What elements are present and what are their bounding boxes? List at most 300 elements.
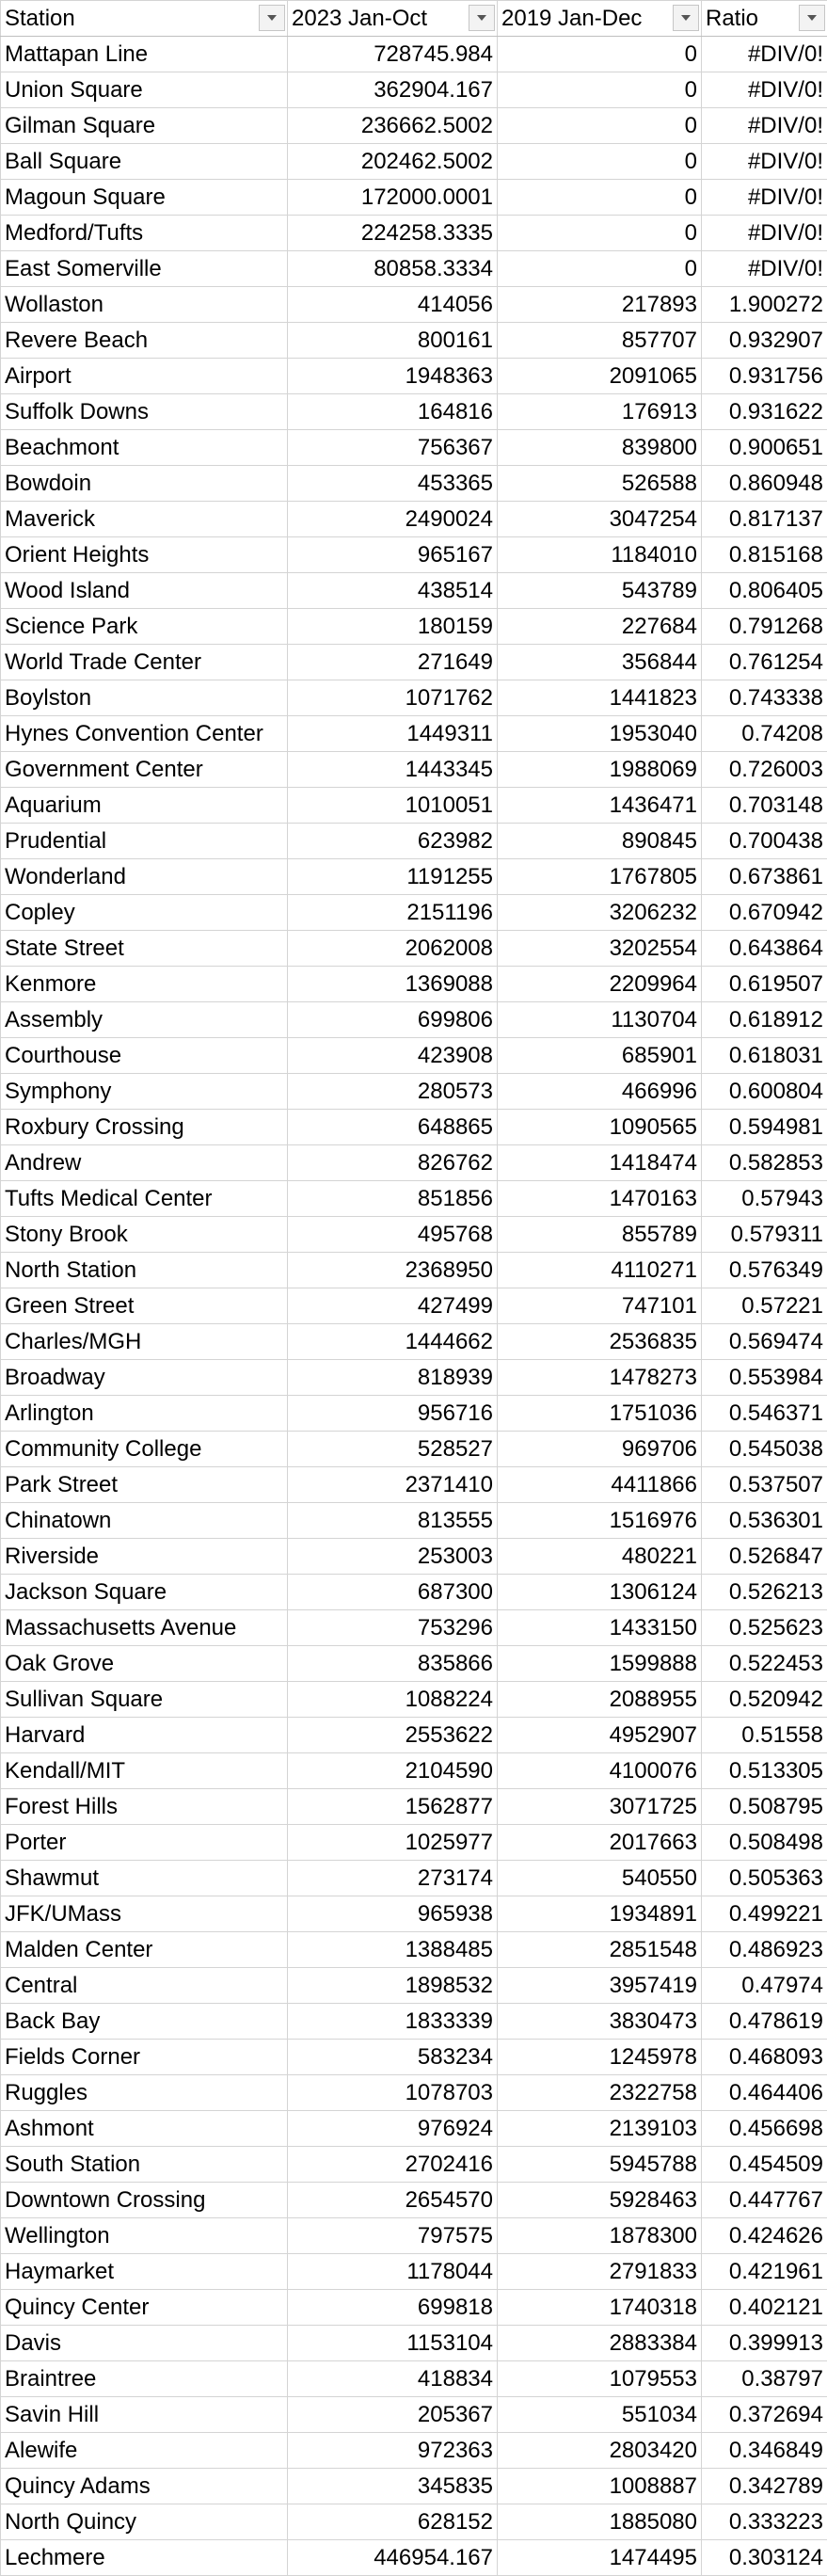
ratio-cell[interactable]: #DIV/0! — [702, 37, 827, 72]
ratio-cell[interactable]: 0.478619 — [702, 2004, 827, 2040]
station-cell[interactable]: Wonderland — [1, 859, 288, 895]
ridership-2019-cell[interactable]: 1470163 — [498, 1181, 702, 1217]
station-cell[interactable]: Fields Corner — [1, 2040, 288, 2075]
station-cell[interactable]: Symphony — [1, 1074, 288, 1110]
ridership-2023-cell[interactable]: 1833339 — [288, 2004, 498, 2040]
station-cell[interactable]: South Station — [1, 2147, 288, 2183]
station-cell[interactable]: Charles/MGH — [1, 1324, 288, 1360]
ridership-2019-cell[interactable]: 1516976 — [498, 1503, 702, 1539]
station-cell[interactable]: Ball Square — [1, 144, 288, 180]
station-filter-dropdown-icon[interactable] — [259, 5, 285, 31]
2023-filter-dropdown-icon[interactable] — [469, 5, 495, 31]
table-row — [1, 2361, 827, 2397]
ratio-cell[interactable]: 0.700438 — [702, 824, 827, 859]
ratio-cell[interactable]: 0.817137 — [702, 502, 827, 537]
ratio-cell[interactable]: 0.619507 — [702, 967, 827, 1002]
ridership-2019-cell[interactable]: 839800 — [498, 430, 702, 466]
ratio-cell[interactable]: 0.303124 — [702, 2540, 827, 2576]
ridership-2019-cell[interactable]: 1767805 — [498, 859, 702, 895]
station-cell[interactable]: Quincy Center — [1, 2290, 288, 2326]
ratio-cell[interactable]: 0.57943 — [702, 1181, 827, 1217]
ratio-cell[interactable]: 0.522453 — [702, 1646, 827, 1682]
ridership-2023-cell[interactable]: 826762 — [288, 1145, 498, 1181]
ratio-cell[interactable]: #DIV/0! — [702, 216, 827, 251]
ratio-cell[interactable]: 0.38797 — [702, 2361, 827, 2397]
ridership-2023-cell[interactable]: 972363 — [288, 2433, 498, 2469]
ridership-2019-cell[interactable]: 1478273 — [498, 1360, 702, 1396]
ridership-2023-cell[interactable]: 80858.3334 — [288, 251, 498, 287]
station-cell[interactable]: Stony Brook — [1, 1217, 288, 1253]
station-cell[interactable]: Assembly — [1, 1002, 288, 1038]
ridership-2019-cell[interactable]: 1079553 — [498, 2361, 702, 2397]
station-cell[interactable]: Wollaston — [1, 287, 288, 323]
station-cell[interactable]: Mattapan Line — [1, 37, 288, 72]
ridership-2019-cell[interactable]: 1306124 — [498, 1575, 702, 1610]
ridership-2023-cell[interactable]: 2371410 — [288, 1467, 498, 1503]
ridership-2023-cell[interactable]: 2553622 — [288, 1718, 498, 1753]
station-cell[interactable]: Kendall/MIT — [1, 1753, 288, 1789]
ridership-2019-cell[interactable]: 0 — [498, 72, 702, 108]
ratio-cell[interactable]: #DIV/0! — [702, 180, 827, 216]
station-cell[interactable]: Government Center — [1, 752, 288, 788]
ridership-2019-cell[interactable]: 227684 — [498, 609, 702, 645]
ridership-2019-cell[interactable]: 540550 — [498, 1861, 702, 1896]
ratio-cell[interactable]: 0.342789 — [702, 2469, 827, 2504]
station-cell[interactable]: North Station — [1, 1253, 288, 1288]
station-cell[interactable]: Oak Grove — [1, 1646, 288, 1682]
ridership-2019-cell[interactable]: 0 — [498, 144, 702, 180]
ratio-cell[interactable]: 0.47974 — [702, 1968, 827, 2004]
ridership-2023-cell[interactable]: 818939 — [288, 1360, 498, 1396]
ridership-2023-cell[interactable]: 813555 — [288, 1503, 498, 1539]
ridership-2023-cell[interactable]: 271649 — [288, 645, 498, 680]
ridership-2019-cell[interactable]: 2883384 — [498, 2326, 702, 2361]
ridership-2023-cell[interactable]: 976924 — [288, 2111, 498, 2147]
station-cell[interactable]: Medford/Tufts — [1, 216, 288, 251]
ratio-cell[interactable]: 0.74208 — [702, 716, 827, 752]
station-cell[interactable]: Central — [1, 1968, 288, 2004]
station-cell[interactable]: Revere Beach — [1, 323, 288, 359]
ridership-2019-cell[interactable]: 2536835 — [498, 1324, 702, 1360]
ridership-2023-cell[interactable]: 172000.0001 — [288, 180, 498, 216]
station-cell[interactable]: World Trade Center — [1, 645, 288, 680]
ridership-2019-cell[interactable]: 969706 — [498, 1432, 702, 1467]
ratio-cell[interactable]: 0.526213 — [702, 1575, 827, 1610]
ridership-2019-cell[interactable]: 3071725 — [498, 1789, 702, 1825]
ratio-cell[interactable]: 0.931622 — [702, 394, 827, 430]
station-cell[interactable]: Magoun Square — [1, 180, 288, 216]
ratio-cell[interactable]: 0.743338 — [702, 680, 827, 716]
ridership-2023-cell[interactable]: 1443345 — [288, 752, 498, 788]
station-cell[interactable]: Lechmere — [1, 2540, 288, 2576]
ridership-2019-cell[interactable]: 1885080 — [498, 2504, 702, 2540]
ridership-2019-cell[interactable]: 543789 — [498, 573, 702, 609]
ratio-cell[interactable]: 0.545038 — [702, 1432, 827, 1467]
ratio-cell[interactable]: 0.346849 — [702, 2433, 827, 2469]
ratio-cell[interactable]: 0.815168 — [702, 537, 827, 573]
station-cell[interactable]: Bowdoin — [1, 466, 288, 502]
ridership-2019-cell[interactable]: 526588 — [498, 466, 702, 502]
ridership-2023-cell[interactable]: 446954.167 — [288, 2540, 498, 2576]
ridership-2023-cell[interactable]: 2702416 — [288, 2147, 498, 2183]
station-cell[interactable]: Back Bay — [1, 2004, 288, 2040]
station-cell[interactable]: Savin Hill — [1, 2397, 288, 2433]
header-2019-jan-dec[interactable] — [498, 1, 702, 37]
station-cell[interactable]: Airport — [1, 359, 288, 394]
ridership-2019-cell[interactable]: 2851548 — [498, 1932, 702, 1968]
ratio-cell[interactable]: 0.761254 — [702, 645, 827, 680]
ridership-2019-cell[interactable]: 747101 — [498, 1288, 702, 1324]
ratio-cell[interactable]: #DIV/0! — [702, 108, 827, 144]
station-cell[interactable]: JFK/UMass — [1, 1896, 288, 1932]
header-station[interactable] — [1, 1, 288, 37]
ridership-2023-cell[interactable]: 362904.167 — [288, 72, 498, 108]
station-cell[interactable]: Kenmore — [1, 967, 288, 1002]
table-row — [1, 716, 827, 752]
ridership-2019-cell[interactable]: 685901 — [498, 1038, 702, 1074]
ridership-2023-cell[interactable]: 583234 — [288, 2040, 498, 2075]
ridership-2019-cell[interactable]: 217893 — [498, 287, 702, 323]
ridership-2019-cell[interactable]: 2791833 — [498, 2254, 702, 2290]
ridership-2019-cell[interactable]: 855789 — [498, 1217, 702, 1253]
ratio-cell[interactable]: 0.860948 — [702, 466, 827, 502]
station-cell[interactable]: Beachmont — [1, 430, 288, 466]
ridership-2023-cell[interactable]: 756367 — [288, 430, 498, 466]
table-row — [1, 609, 827, 645]
ridership-2019-cell[interactable]: 176913 — [498, 394, 702, 430]
ratio-cell[interactable]: 0.424626 — [702, 2218, 827, 2254]
ridership-2019-cell[interactable]: 4100076 — [498, 1753, 702, 1789]
ridership-2023-cell[interactable]: 965167 — [288, 537, 498, 573]
ratio-cell[interactable]: 0.486923 — [702, 1932, 827, 1968]
ridership-2023-cell[interactable]: 623982 — [288, 824, 498, 859]
ridership-2019-cell[interactable]: 4110271 — [498, 1253, 702, 1288]
ridership-2019-cell[interactable]: 3957419 — [498, 1968, 702, 2004]
station-cell[interactable]: Maverick — [1, 502, 288, 537]
ridership-2019-cell[interactable]: 0 — [498, 180, 702, 216]
ridership-2023-cell[interactable]: 253003 — [288, 1539, 498, 1575]
ridership-2019-cell[interactable]: 1433150 — [498, 1610, 702, 1646]
ridership-2019-cell[interactable]: 2091065 — [498, 359, 702, 394]
ridership-2019-cell[interactable]: 356844 — [498, 645, 702, 680]
ridership-2023-cell[interactable]: 1444662 — [288, 1324, 498, 1360]
ratio-cell[interactable]: #DIV/0! — [702, 144, 827, 180]
ridership-2023-cell[interactable]: 687300 — [288, 1575, 498, 1610]
ratio-cell[interactable]: #DIV/0! — [702, 251, 827, 287]
ridership-2019-cell[interactable]: 5928463 — [498, 2183, 702, 2218]
station-cell[interactable]: Tufts Medical Center — [1, 1181, 288, 1217]
station-cell[interactable]: Porter — [1, 1825, 288, 1861]
ridership-2019-cell[interactable]: 2803420 — [498, 2433, 702, 2469]
station-cell[interactable]: East Somerville — [1, 251, 288, 287]
ridership-2023-cell[interactable]: 273174 — [288, 1861, 498, 1896]
station-cell[interactable]: Aquarium — [1, 788, 288, 824]
ridership-2019-cell[interactable]: 1418474 — [498, 1145, 702, 1181]
table-row — [1, 1861, 827, 1896]
station-cell[interactable]: Andrew — [1, 1145, 288, 1181]
ratio-cell[interactable]: 1.900272 — [702, 287, 827, 323]
station-cell[interactable]: Copley — [1, 895, 288, 931]
ratio-cell[interactable]: 0.569474 — [702, 1324, 827, 1360]
ridership-2019-cell[interactable]: 2209964 — [498, 967, 702, 1002]
ratio-cell[interactable]: 0.594981 — [702, 1110, 827, 1145]
ridership-2023-cell[interactable]: 1153104 — [288, 2326, 498, 2361]
ridership-2023-cell[interactable]: 2368950 — [288, 1253, 498, 1288]
station-cell[interactable]: State Street — [1, 931, 288, 967]
ratio-cell[interactable]: 0.456698 — [702, 2111, 827, 2147]
station-cell[interactable]: Broadway — [1, 1360, 288, 1396]
station-cell[interactable]: Haymarket — [1, 2254, 288, 2290]
ridership-2023-cell[interactable]: 427499 — [288, 1288, 498, 1324]
ridership-2019-cell[interactable]: 1751036 — [498, 1396, 702, 1432]
ratio-cell[interactable]: 0.643864 — [702, 931, 827, 967]
station-cell[interactable]: Boylston — [1, 680, 288, 716]
ridership-2023-cell[interactable]: 224258.3335 — [288, 216, 498, 251]
ratio-cell[interactable]: 0.618912 — [702, 1002, 827, 1038]
ridership-2019-cell[interactable]: 1988069 — [498, 752, 702, 788]
ridership-2019-cell[interactable]: 4952907 — [498, 1718, 702, 1753]
ratio-cell[interactable]: 0.618031 — [702, 1038, 827, 1074]
ridership-2023-cell[interactable]: 495768 — [288, 1217, 498, 1253]
ratio-cell[interactable]: 0.600804 — [702, 1074, 827, 1110]
ratio-filter-dropdown-icon[interactable] — [799, 5, 825, 31]
ratio-cell[interactable]: 0.931756 — [702, 359, 827, 394]
ratio-cell[interactable]: 0.536301 — [702, 1503, 827, 1539]
ridership-2023-cell[interactable]: 1191255 — [288, 859, 498, 895]
ridership-2023-cell[interactable]: 699818 — [288, 2290, 498, 2326]
ridership-2019-cell[interactable]: 890845 — [498, 824, 702, 859]
station-cell[interactable]: Wood Island — [1, 573, 288, 609]
ridership-2023-cell[interactable]: 2062008 — [288, 931, 498, 967]
ratio-cell[interactable]: 0.670942 — [702, 895, 827, 931]
ratio-cell[interactable]: 0.576349 — [702, 1253, 827, 1288]
ratio-cell[interactable]: 0.499221 — [702, 1896, 827, 1932]
ridership-2023-cell[interactable]: 528527 — [288, 1432, 498, 1467]
ridership-2019-cell[interactable]: 0 — [498, 108, 702, 144]
station-cell[interactable]: Riverside — [1, 1539, 288, 1575]
station-cell[interactable]: Alewife — [1, 2433, 288, 2469]
ratio-cell[interactable]: 0.402121 — [702, 2290, 827, 2326]
ridership-2019-cell[interactable]: 466996 — [498, 1074, 702, 1110]
ratio-cell[interactable]: 0.505363 — [702, 1861, 827, 1896]
header-2023-jan-oct[interactable] — [288, 1, 498, 37]
station-cell[interactable]: Massachusetts Avenue — [1, 1610, 288, 1646]
ridership-2023-cell[interactable]: 851856 — [288, 1181, 498, 1217]
ridership-2023-cell[interactable]: 699806 — [288, 1002, 498, 1038]
ridership-2023-cell[interactable]: 453365 — [288, 466, 498, 502]
ridership-2023-cell[interactable]: 1071762 — [288, 680, 498, 716]
ratio-cell[interactable]: 0.900651 — [702, 430, 827, 466]
ridership-2023-cell[interactable]: 414056 — [288, 287, 498, 323]
ridership-2019-cell[interactable]: 2017663 — [498, 1825, 702, 1861]
ratio-cell[interactable]: 0.673861 — [702, 859, 827, 895]
ridership-2023-cell[interactable]: 423908 — [288, 1038, 498, 1074]
ratio-cell[interactable]: 0.579311 — [702, 1217, 827, 1253]
ratio-cell[interactable]: 0.553984 — [702, 1360, 827, 1396]
ridership-2023-cell[interactable]: 1178044 — [288, 2254, 498, 2290]
ridership-2019-cell[interactable]: 857707 — [498, 323, 702, 359]
station-cell[interactable]: Shawmut — [1, 1861, 288, 1896]
table-row — [1, 287, 827, 323]
ridership-2019-cell[interactable]: 1184010 — [498, 537, 702, 573]
ridership-2023-cell[interactable]: 1388485 — [288, 1932, 498, 1968]
ridership-2019-cell[interactable]: 1090565 — [498, 1110, 702, 1145]
2019-filter-dropdown-icon[interactable] — [673, 5, 699, 31]
ridership-2019-cell[interactable]: 2139103 — [498, 2111, 702, 2147]
ratio-cell[interactable]: 0.372694 — [702, 2397, 827, 2433]
station-cell[interactable]: Ashmont — [1, 2111, 288, 2147]
ridership-2023-cell[interactable]: 956716 — [288, 1396, 498, 1432]
ridership-2019-cell[interactable]: 1130704 — [498, 1002, 702, 1038]
ratio-cell[interactable]: 0.51558 — [702, 1718, 827, 1753]
ridership-2019-cell[interactable]: 1878300 — [498, 2218, 702, 2254]
ridership-2023-cell[interactable]: 1898532 — [288, 1968, 498, 2004]
station-cell[interactable]: Prudential — [1, 824, 288, 859]
table-row — [1, 1467, 827, 1503]
ridership-2023-cell[interactable]: 753296 — [288, 1610, 498, 1646]
station-cell[interactable]: Park Street — [1, 1467, 288, 1503]
station-cell[interactable]: Suffolk Downs — [1, 394, 288, 430]
ridership-2019-cell[interactable]: 551034 — [498, 2397, 702, 2433]
station-cell[interactable]: Wellington — [1, 2218, 288, 2254]
ridership-2023-cell[interactable]: 202462.5002 — [288, 144, 498, 180]
ridership-2019-cell[interactable]: 3830473 — [498, 2004, 702, 2040]
ridership-2023-cell[interactable]: 418834 — [288, 2361, 498, 2397]
ratio-cell[interactable]: 0.526847 — [702, 1539, 827, 1575]
ridership-2019-cell[interactable]: 3206232 — [498, 895, 702, 931]
ratio-cell[interactable]: 0.582853 — [702, 1145, 827, 1181]
ratio-cell[interactable]: 0.468093 — [702, 2040, 827, 2075]
ridership-2019-cell[interactable]: 480221 — [498, 1539, 702, 1575]
ridership-2019-cell[interactable]: 4411866 — [498, 1467, 702, 1503]
ratio-cell[interactable]: 0.508498 — [702, 1825, 827, 1861]
ratio-cell[interactable]: 0.421961 — [702, 2254, 827, 2290]
station-cell[interactable]: Hynes Convention Center — [1, 716, 288, 752]
ratio-cell[interactable]: 0.726003 — [702, 752, 827, 788]
station-cell[interactable]: Malden Center — [1, 1932, 288, 1968]
station-cell[interactable]: Jackson Square — [1, 1575, 288, 1610]
ridership-2019-cell[interactable]: 3202554 — [498, 931, 702, 967]
station-cell[interactable]: Sullivan Square — [1, 1682, 288, 1718]
ridership-2019-cell[interactable]: 1008887 — [498, 2469, 702, 2504]
station-cell[interactable]: Green Street — [1, 1288, 288, 1324]
ratio-cell[interactable]: #DIV/0! — [702, 72, 827, 108]
ratio-cell[interactable]: 0.537507 — [702, 1467, 827, 1503]
ridership-2019-cell[interactable]: 1436471 — [498, 788, 702, 824]
station-cell[interactable]: Chinatown — [1, 1503, 288, 1539]
ridership-2023-cell[interactable]: 800161 — [288, 323, 498, 359]
station-cell[interactable]: Orient Heights — [1, 537, 288, 573]
ridership-2023-cell[interactable]: 1449311 — [288, 716, 498, 752]
ridership-2019-cell[interactable]: 1953040 — [498, 716, 702, 752]
ridership-2019-cell[interactable]: 0 — [498, 216, 702, 251]
ridership-2023-cell[interactable]: 1078703 — [288, 2075, 498, 2111]
ridership-2019-cell[interactable]: 1934891 — [498, 1896, 702, 1932]
station-cell[interactable]: Forest Hills — [1, 1789, 288, 1825]
ridership-2023-cell[interactable]: 180159 — [288, 609, 498, 645]
ratio-cell[interactable]: 0.447767 — [702, 2183, 827, 2218]
station-cell[interactable]: Harvard — [1, 1718, 288, 1753]
ridership-2019-cell[interactable]: 0 — [498, 251, 702, 287]
ridership-2023-cell[interactable]: 628152 — [288, 2504, 498, 2540]
station-cell[interactable]: Science Park — [1, 609, 288, 645]
station-cell[interactable]: Roxbury Crossing — [1, 1110, 288, 1145]
header-ratio[interactable] — [702, 1, 827, 37]
ridership-2023-cell[interactable]: 728745.984 — [288, 37, 498, 72]
ridership-2023-cell[interactable]: 438514 — [288, 573, 498, 609]
ridership-2023-cell[interactable]: 1369088 — [288, 967, 498, 1002]
ridership-2023-cell[interactable]: 236662.5002 — [288, 108, 498, 144]
ridership-2019-cell[interactable]: 1599888 — [498, 1646, 702, 1682]
ratio-cell[interactable]: 0.57221 — [702, 1288, 827, 1324]
ridership-2023-cell[interactable]: 2654570 — [288, 2183, 498, 2218]
station-cell[interactable]: Downtown Crossing — [1, 2183, 288, 2218]
ratio-cell[interactable]: 0.525623 — [702, 1610, 827, 1646]
ridership-2023-cell[interactable]: 2151196 — [288, 895, 498, 931]
ratio-cell[interactable]: 0.703148 — [702, 788, 827, 824]
ridership-2023-cell[interactable]: 648865 — [288, 1110, 498, 1145]
ratio-cell[interactable]: 0.454509 — [702, 2147, 827, 2183]
station-cell[interactable]: Quincy Adams — [1, 2469, 288, 2504]
header-2023-label: 2023 Jan-Oct — [292, 6, 428, 31]
station-cell[interactable]: Davis — [1, 2326, 288, 2361]
ridership-2023-cell[interactable]: 2104590 — [288, 1753, 498, 1789]
ratio-cell[interactable]: 0.464406 — [702, 2075, 827, 2111]
station-cell[interactable]: Ruggles — [1, 2075, 288, 2111]
table-row — [1, 2254, 827, 2290]
ratio-cell[interactable]: 0.932907 — [702, 323, 827, 359]
ridership-2023-cell[interactable]: 1025977 — [288, 1825, 498, 1861]
station-cell[interactable]: North Quincy — [1, 2504, 288, 2540]
ridership-2023-cell[interactable]: 1010051 — [288, 788, 498, 824]
ridership-2019-cell[interactable]: 1441823 — [498, 680, 702, 716]
station-cell[interactable]: Braintree — [1, 2361, 288, 2397]
ratio-cell[interactable]: 0.513305 — [702, 1753, 827, 1789]
ratio-cell[interactable]: 0.791268 — [702, 609, 827, 645]
ratio-cell[interactable]: 0.399913 — [702, 2326, 827, 2361]
station-cell[interactable]: Arlington — [1, 1396, 288, 1432]
ratio-cell[interactable]: 0.520942 — [702, 1682, 827, 1718]
ridership-2019-cell[interactable]: 3047254 — [498, 502, 702, 537]
ridership-2019-cell[interactable]: 0 — [498, 37, 702, 72]
ridership-2023-cell[interactable]: 835866 — [288, 1646, 498, 1682]
ridership-2023-cell[interactable]: 1948363 — [288, 359, 498, 394]
ridership-2023-cell[interactable]: 205367 — [288, 2397, 498, 2433]
ratio-cell[interactable]: 0.333223 — [702, 2504, 827, 2540]
ridership-2023-cell[interactable]: 1088224 — [288, 1682, 498, 1718]
station-cell[interactable]: Community College — [1, 1432, 288, 1467]
ridership-2019-cell[interactable]: 2322758 — [498, 2075, 702, 2111]
ridership-2023-cell[interactable]: 965938 — [288, 1896, 498, 1932]
ridership-2019-cell[interactable]: 5945788 — [498, 2147, 702, 2183]
ridership-2023-cell[interactable]: 1562877 — [288, 1789, 498, 1825]
ratio-cell[interactable]: 0.806405 — [702, 573, 827, 609]
ridership-2019-cell[interactable]: 1474495 — [498, 2540, 702, 2576]
station-cell[interactable]: Union Square — [1, 72, 288, 108]
ridership-2019-cell[interactable]: 1740318 — [498, 2290, 702, 2326]
ridership-2019-cell[interactable]: 1245978 — [498, 2040, 702, 2075]
station-cell[interactable]: Gilman Square — [1, 108, 288, 144]
ridership-2023-cell[interactable]: 280573 — [288, 1074, 498, 1110]
ridership-2023-cell[interactable]: 2490024 — [288, 502, 498, 537]
ridership-2023-cell[interactable]: 345835 — [288, 2469, 498, 2504]
ratio-cell[interactable]: 0.508795 — [702, 1789, 827, 1825]
ridership-2019-cell[interactable]: 2088955 — [498, 1682, 702, 1718]
station-cell[interactable]: Courthouse — [1, 1038, 288, 1074]
ridership-2023-cell[interactable]: 797575 — [288, 2218, 498, 2254]
ratio-cell[interactable]: 0.546371 — [702, 1396, 827, 1432]
ridership-2023-cell[interactable]: 164816 — [288, 394, 498, 430]
